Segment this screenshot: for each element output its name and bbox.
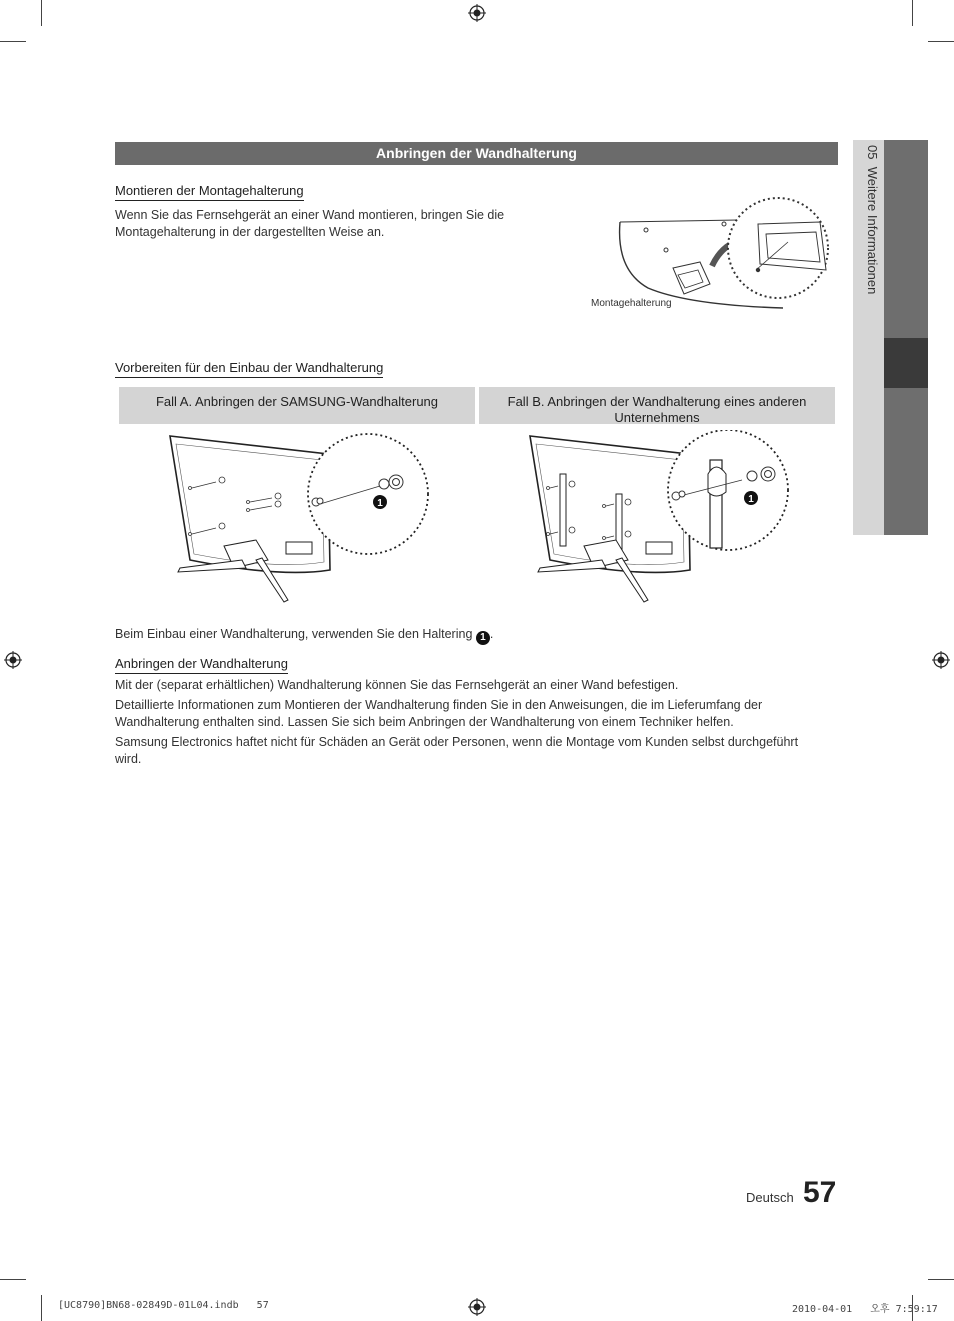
mount-bracket-text	[115, 207, 555, 241]
mount-bracket-heading: Montieren der Montagehalterung	[115, 183, 304, 201]
case-a-illustration	[160, 430, 430, 610]
footer-language: Deutsch	[746, 1190, 794, 1205]
callout-number-badge: 1	[476, 631, 490, 645]
page-number: 57	[803, 1176, 837, 1209]
crop-mark	[912, 0, 913, 26]
print-timestamp: 2010-04-01 오후 7:59:17	[792, 1304, 938, 1315]
mount-bracket-text-line: Montagehalterung in der dargestellten Weise an.	[115, 225, 385, 239]
side-tab-label	[858, 145, 880, 345]
print-file-info: [UC8790]BN68-02849D-01L04.indb 57	[58, 1300, 269, 1311]
prepare-heading: Vorbereiten für den Einbau der Wandhalterung	[115, 360, 383, 378]
crop-mark	[0, 41, 26, 42]
haltering-note-end: .	[489, 627, 494, 641]
install-paragraph-line: wird.	[115, 752, 142, 766]
registration-mark-icon	[932, 651, 950, 669]
haltering-note	[115, 626, 493, 645]
chapter-title: Weitere Informationen	[865, 166, 880, 295]
case-a-label: Fall A. Anbringen der SAMSUNG-Wandhalterung	[119, 387, 475, 424]
install-paragraph-line: Wandhalterung enthalten sind. Lassen Sie sich beim Anbringen der Wandhalterung von einem Techniker helfen.	[115, 715, 734, 729]
install-body	[115, 677, 840, 768]
section-title: Anbringen der Wandhalterung	[115, 142, 838, 165]
case-b-illustration	[520, 430, 790, 610]
svg-text:1: 1	[748, 494, 754, 505]
install-paragraph: Mit der (separat erhältlichen) Wandhalterung können Sie das Fernsehgerät an einer Wand befestigen.	[115, 678, 679, 692]
crop-mark	[41, 1295, 42, 1321]
registration-mark-icon	[468, 4, 486, 22]
side-tab-marker	[884, 338, 928, 388]
registration-mark-icon	[468, 1298, 486, 1316]
crop-mark	[0, 1279, 26, 1280]
case-b-label: Fall B. Anbringen der Wandhalterung eines anderen Unternehmens	[479, 387, 835, 424]
mount-bracket-text-line: Wenn Sie das Fernsehgerät an einer Wand montieren, bringen Sie die	[115, 208, 505, 222]
install-paragraph-line: Samsung Electronics haftet nicht für Schäden an Gerät oder Personen, wenn die Montage vom Kunden selbst durchgeführt	[115, 735, 799, 749]
svg-text:1: 1	[377, 498, 383, 509]
crop-mark	[41, 0, 42, 26]
registration-mark-icon	[4, 651, 22, 669]
haltering-note-text: Beim Einbau einer Wandhalterung, verwenden Sie den Haltering	[115, 627, 473, 641]
chapter-number: 05	[865, 145, 880, 160]
install-heading: Anbringen der Wandhalterung	[115, 656, 288, 674]
crop-mark	[928, 1279, 954, 1280]
mount-bracket-figure-label: Montagehalterung	[591, 298, 672, 309]
crop-mark	[928, 41, 954, 42]
install-paragraph-line: Detaillierte Informationen zum Montieren der Wandhalterung finden Sie in den Anweisungen, die im Lieferumfang der	[115, 698, 763, 712]
